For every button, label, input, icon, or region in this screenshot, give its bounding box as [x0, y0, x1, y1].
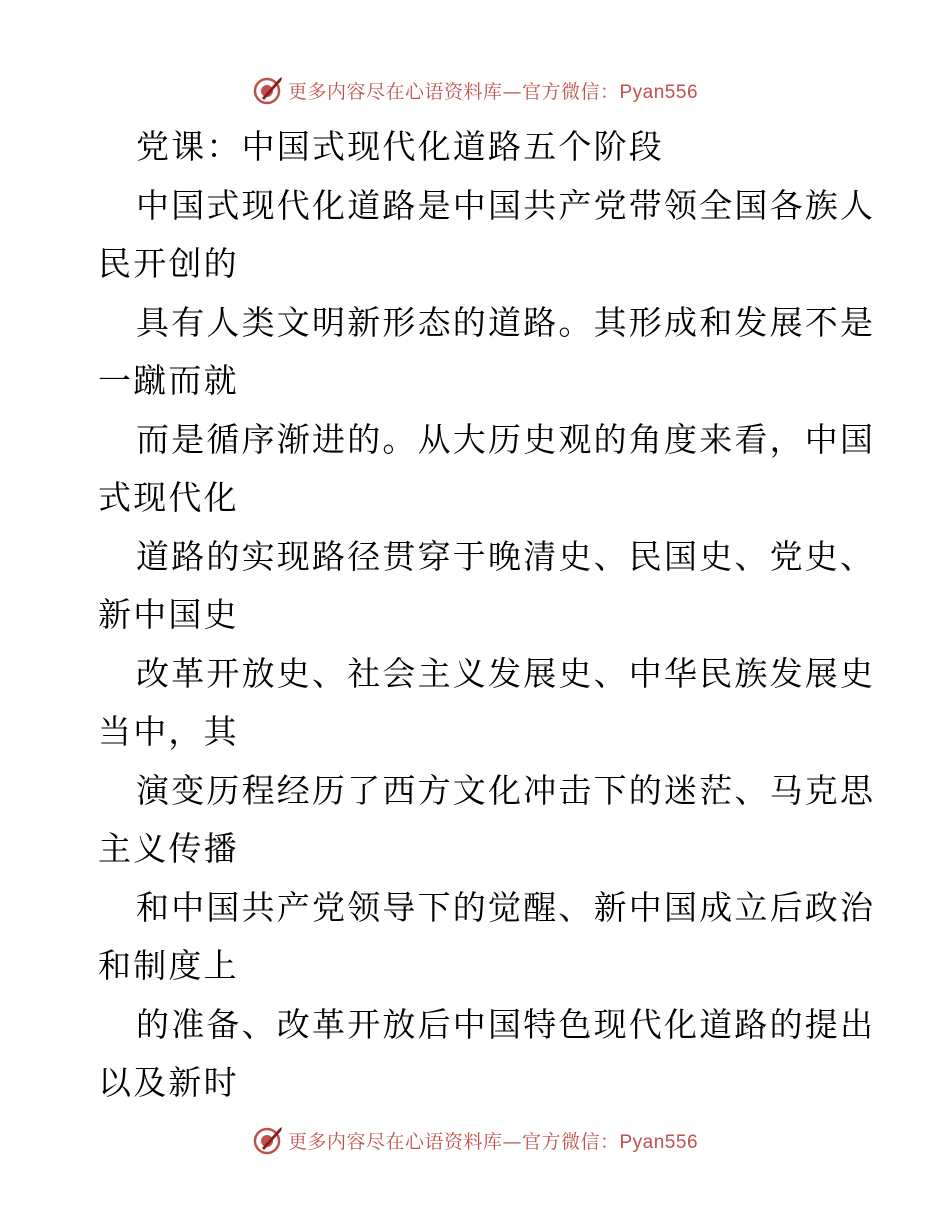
paragraph-line: 的准备、改革开放后中国特色现代化道路的提出	[136, 1004, 876, 1044]
paragraph-line: 和制度上	[98, 946, 239, 985]
pen-logo-icon	[252, 1124, 284, 1156]
paragraph-line: 和中国共产党领导下的觉醒、新中国成立后政治	[136, 887, 876, 927]
paragraph-line: 演变历程经历了西方文化冲击下的迷茫、马克思	[136, 770, 876, 810]
document-title: 党课：中国式现代化道路五个阶段	[136, 127, 664, 166]
paragraph-line: 新中国史	[98, 595, 239, 634]
header-banner	[0, 70, 950, 110]
paragraph-line: 当中，其	[98, 712, 239, 751]
pen-logo-icon	[252, 74, 284, 106]
paragraph-line: 一蹴而就	[98, 361, 239, 400]
paragraph-line: 主义传播	[98, 829, 239, 868]
document-body	[98, 118, 876, 1113]
paragraph-line: 而是循序渐进的。从大历史观的角度来看，中国	[136, 419, 876, 459]
paragraph-line: 中国式现代化道路是中国共产党带领全国各族人	[136, 185, 876, 225]
paragraph-line: 式现代化	[98, 478, 239, 517]
wechat-id: Pyan556	[619, 1131, 699, 1153]
paragraph-line: 具有人类文明新形态的道路。其形成和发展不是	[136, 302, 876, 342]
paragraph-line: 道路的实现路径贯穿于晚清史、民国史、党史、	[136, 536, 876, 576]
paragraph-line: 民开创的	[98, 244, 239, 283]
paragraph-line: 改革开放史、社会主义发展史、中华民族发展史	[136, 653, 876, 693]
footer-banner	[0, 1120, 950, 1160]
promo-text: 更多内容尽在心语资料库—官方微信：	[287, 80, 620, 103]
promo-text: 更多内容尽在心语资料库—官方微信：	[287, 1130, 620, 1153]
wechat-id: Pyan556	[619, 81, 699, 103]
paragraph-line: 以及新时	[98, 1063, 239, 1102]
